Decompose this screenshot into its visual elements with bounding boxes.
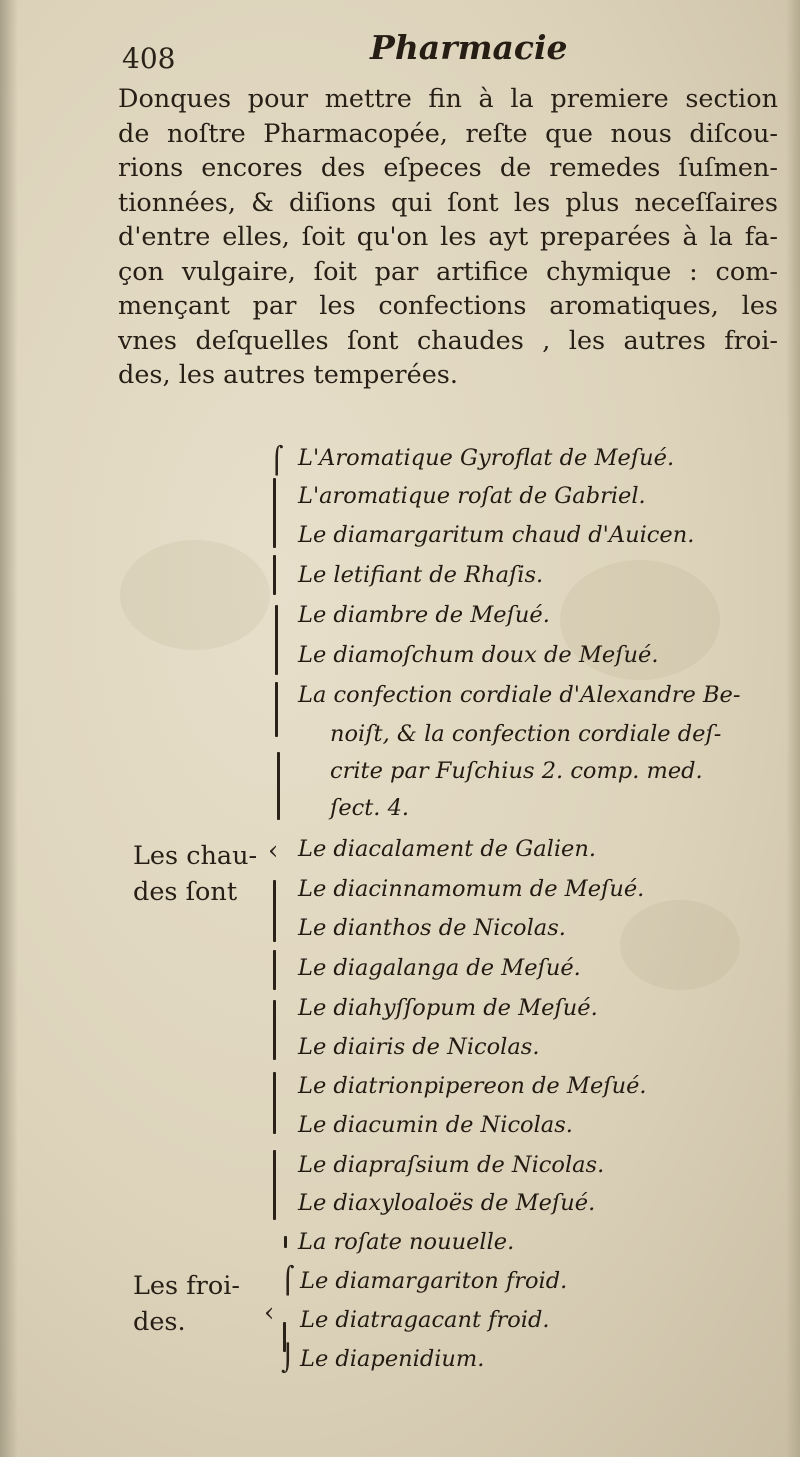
list-item: Le dianthos de Nicolas. — [298, 915, 566, 941]
brace-segment — [273, 555, 276, 595]
list-item: Le diatrionpipereon de Meſué. — [298, 1073, 647, 1099]
paragraph-line: Donques pour mettre fin à la premiere section — [118, 84, 778, 114]
list-item: noiſt, & la confection cordiale deſ- — [330, 721, 722, 747]
paragraph-line: tionnées, & diſions qui ſont les plus neceſſaires — [118, 187, 778, 218]
page-number: 408 — [122, 42, 176, 75]
brace-bottom-curl: ⌡ — [281, 1344, 295, 1374]
running-title: Pharmacie — [370, 28, 568, 67]
page-edge-shadow-right — [786, 0, 800, 1457]
paragraph-line: çon vulgaire, ſoit par artifice chymique : com- — [118, 256, 778, 287]
list-item: L'aromatique roſat de Gabriel. — [298, 483, 646, 509]
list-item: Le diacumin de Nicolas. — [298, 1112, 573, 1138]
hot-group-label-line: des ſont — [133, 877, 238, 907]
list-item: Le diamargariton froid. — [300, 1268, 568, 1294]
brace-segment — [273, 478, 276, 548]
page-header — [0, 26, 800, 76]
brace-segment — [273, 880, 276, 942]
list-item: Le diagalanga de Meſué. — [298, 955, 581, 981]
brace-segment — [273, 1000, 276, 1060]
cold-group-label-line: Les froi- — [133, 1271, 240, 1301]
paragraph-line: vnes deſquelles ſont chaudes , les autres froi- — [118, 325, 778, 356]
list-item: Le diamoſchum doux de Meſué. — [298, 642, 659, 668]
list-item: Le diapenidium. — [300, 1346, 485, 1372]
list-item: Le diacalament de Galien. — [298, 836, 596, 862]
brace-top-curl: ⌠ — [281, 1266, 295, 1296]
list-item: ſect. 4. — [330, 795, 410, 821]
paragraph-line: des, les autres temperées. — [118, 360, 458, 390]
list-item: Le diamargaritum chaud d'Auicen. — [298, 522, 695, 548]
body-paragraph — [118, 82, 778, 393]
paragraph-line: mençant par les confections aromatiques, les — [118, 291, 778, 321]
brace-segment — [273, 1072, 276, 1134]
brace-segment — [277, 752, 280, 820]
brace-segment — [273, 950, 276, 990]
list-item: La roſate nouuelle. — [298, 1229, 515, 1255]
brace-point: ‹ — [268, 836, 279, 866]
list-item: Le diairis de Nicolas. — [298, 1034, 540, 1060]
list-item: Le letifiant de Rhaſis. — [298, 562, 544, 588]
paragraph-line: rions encores des eſpeces de remedes ſuſmen- — [118, 153, 778, 183]
list-item: L'Aromatique Gyroflat de Meſué. — [298, 445, 675, 471]
paper-stain — [620, 900, 740, 990]
list-item: Le diacinnamomum de Meſué. — [298, 876, 645, 902]
list-item: crite par Fuſchius 2. comp. med. — [330, 758, 703, 784]
page-edge-shadow-left — [0, 0, 18, 1457]
list-item: Le diambre de Meſué. — [298, 602, 550, 628]
brace-segment — [275, 682, 278, 737]
brace-point: ‹ — [264, 1298, 275, 1328]
paragraph-line: de noſtre Pharmacopée, reſte que nous diſcou- — [118, 118, 778, 149]
cold-group-label-line: des. — [133, 1307, 186, 1337]
brace-segment — [273, 1150, 276, 1220]
hot-group-label — [133, 838, 257, 910]
list-item: Le diahyſſopum de Meſué. — [298, 995, 598, 1021]
brace-top-curl: ⌠ — [270, 446, 284, 476]
paragraph-line: d'entre elles, ſoit qu'on les ayt preparées à la fa- — [118, 222, 778, 252]
list-item: La confection cordiale d'Alexandre Be- — [298, 682, 741, 708]
paper-stain — [120, 540, 270, 650]
brace-segment — [284, 1236, 287, 1248]
list-item: Le diaxyloaloës de Meſué. — [298, 1190, 596, 1216]
list-item: Le diapraſsium de Nicolas. — [298, 1152, 605, 1178]
hot-group-label-line: Les chau- — [133, 841, 258, 871]
list-item: Le diatragacant froid. — [300, 1307, 550, 1333]
brace-segment — [275, 605, 278, 675]
cold-group-label — [133, 1268, 240, 1340]
